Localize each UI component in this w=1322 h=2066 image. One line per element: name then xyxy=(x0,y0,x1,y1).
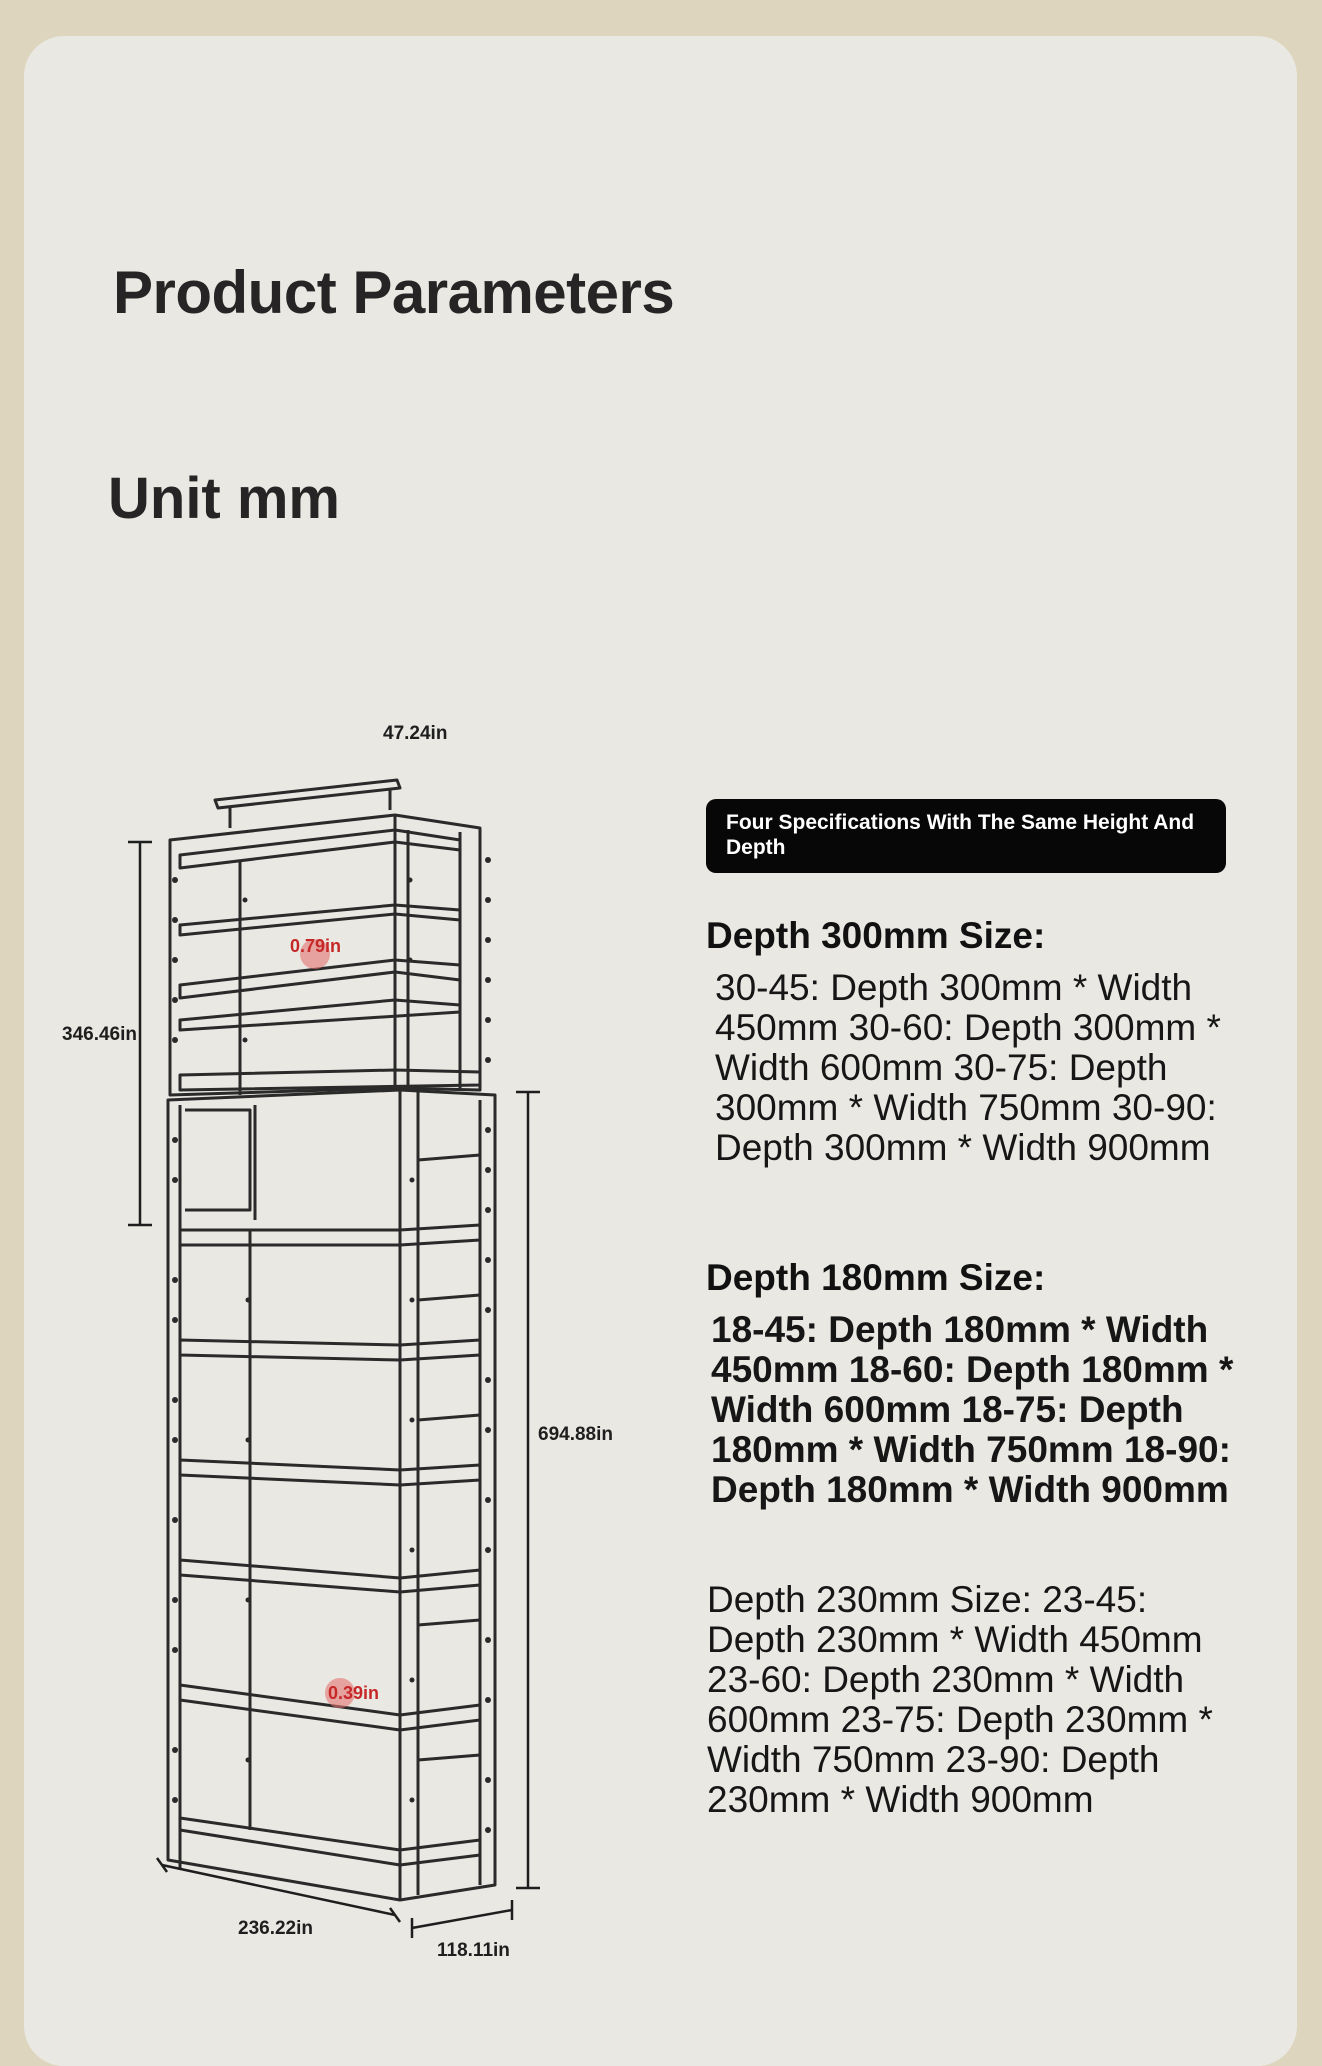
depth180-body: 18-45: Depth 180mm * Width 450mm 18-60: Depth 180mm * Width 600mm 18-75: Depth 180mm * Width 750mm 18-90: Depth 180mm * Width 900mm xyxy=(711,1309,1234,1510)
page-title: Product Parameters xyxy=(113,259,675,326)
marker-upper-label: 0.79in xyxy=(290,936,342,956)
top-tray xyxy=(215,780,400,808)
depth300-body: 30-45: Depth 300mm * Width 450mm 30-60: Depth 300mm * Width 600mm 30-75: Depth 300mm * Width 750mm 30-90: Depth 300mm * Width 900mm xyxy=(715,967,1221,1168)
depth180-title: Depth 180mm Size: xyxy=(706,1257,1046,1298)
base-depth-label: 118.11in xyxy=(437,1940,510,1961)
upper-height-label: 346.46in xyxy=(62,1024,137,1045)
base-width-label: 236.22in xyxy=(238,1918,313,1939)
lower-height-label: 694.88in xyxy=(538,1424,613,1445)
top-width-label: 47.24in xyxy=(383,723,448,744)
marker-lower-label: 0.39in xyxy=(328,1683,380,1703)
unit-label: Unit mm xyxy=(108,466,340,531)
depth230-body: Depth 230mm Size: 23-45: Depth 230mm * Width 450mm 23-60: Depth 230mm * Width 600mm 23-75: Depth 230mm * Width 750mm 23-90: Depth 230mm * Width 900mm xyxy=(707,1579,1213,1820)
depth300-title: Depth 300mm Size: xyxy=(706,915,1046,956)
shelf-diagram xyxy=(40,700,660,1980)
spec-badge: Four Specifications With The Same Height And Depth xyxy=(706,799,1226,873)
